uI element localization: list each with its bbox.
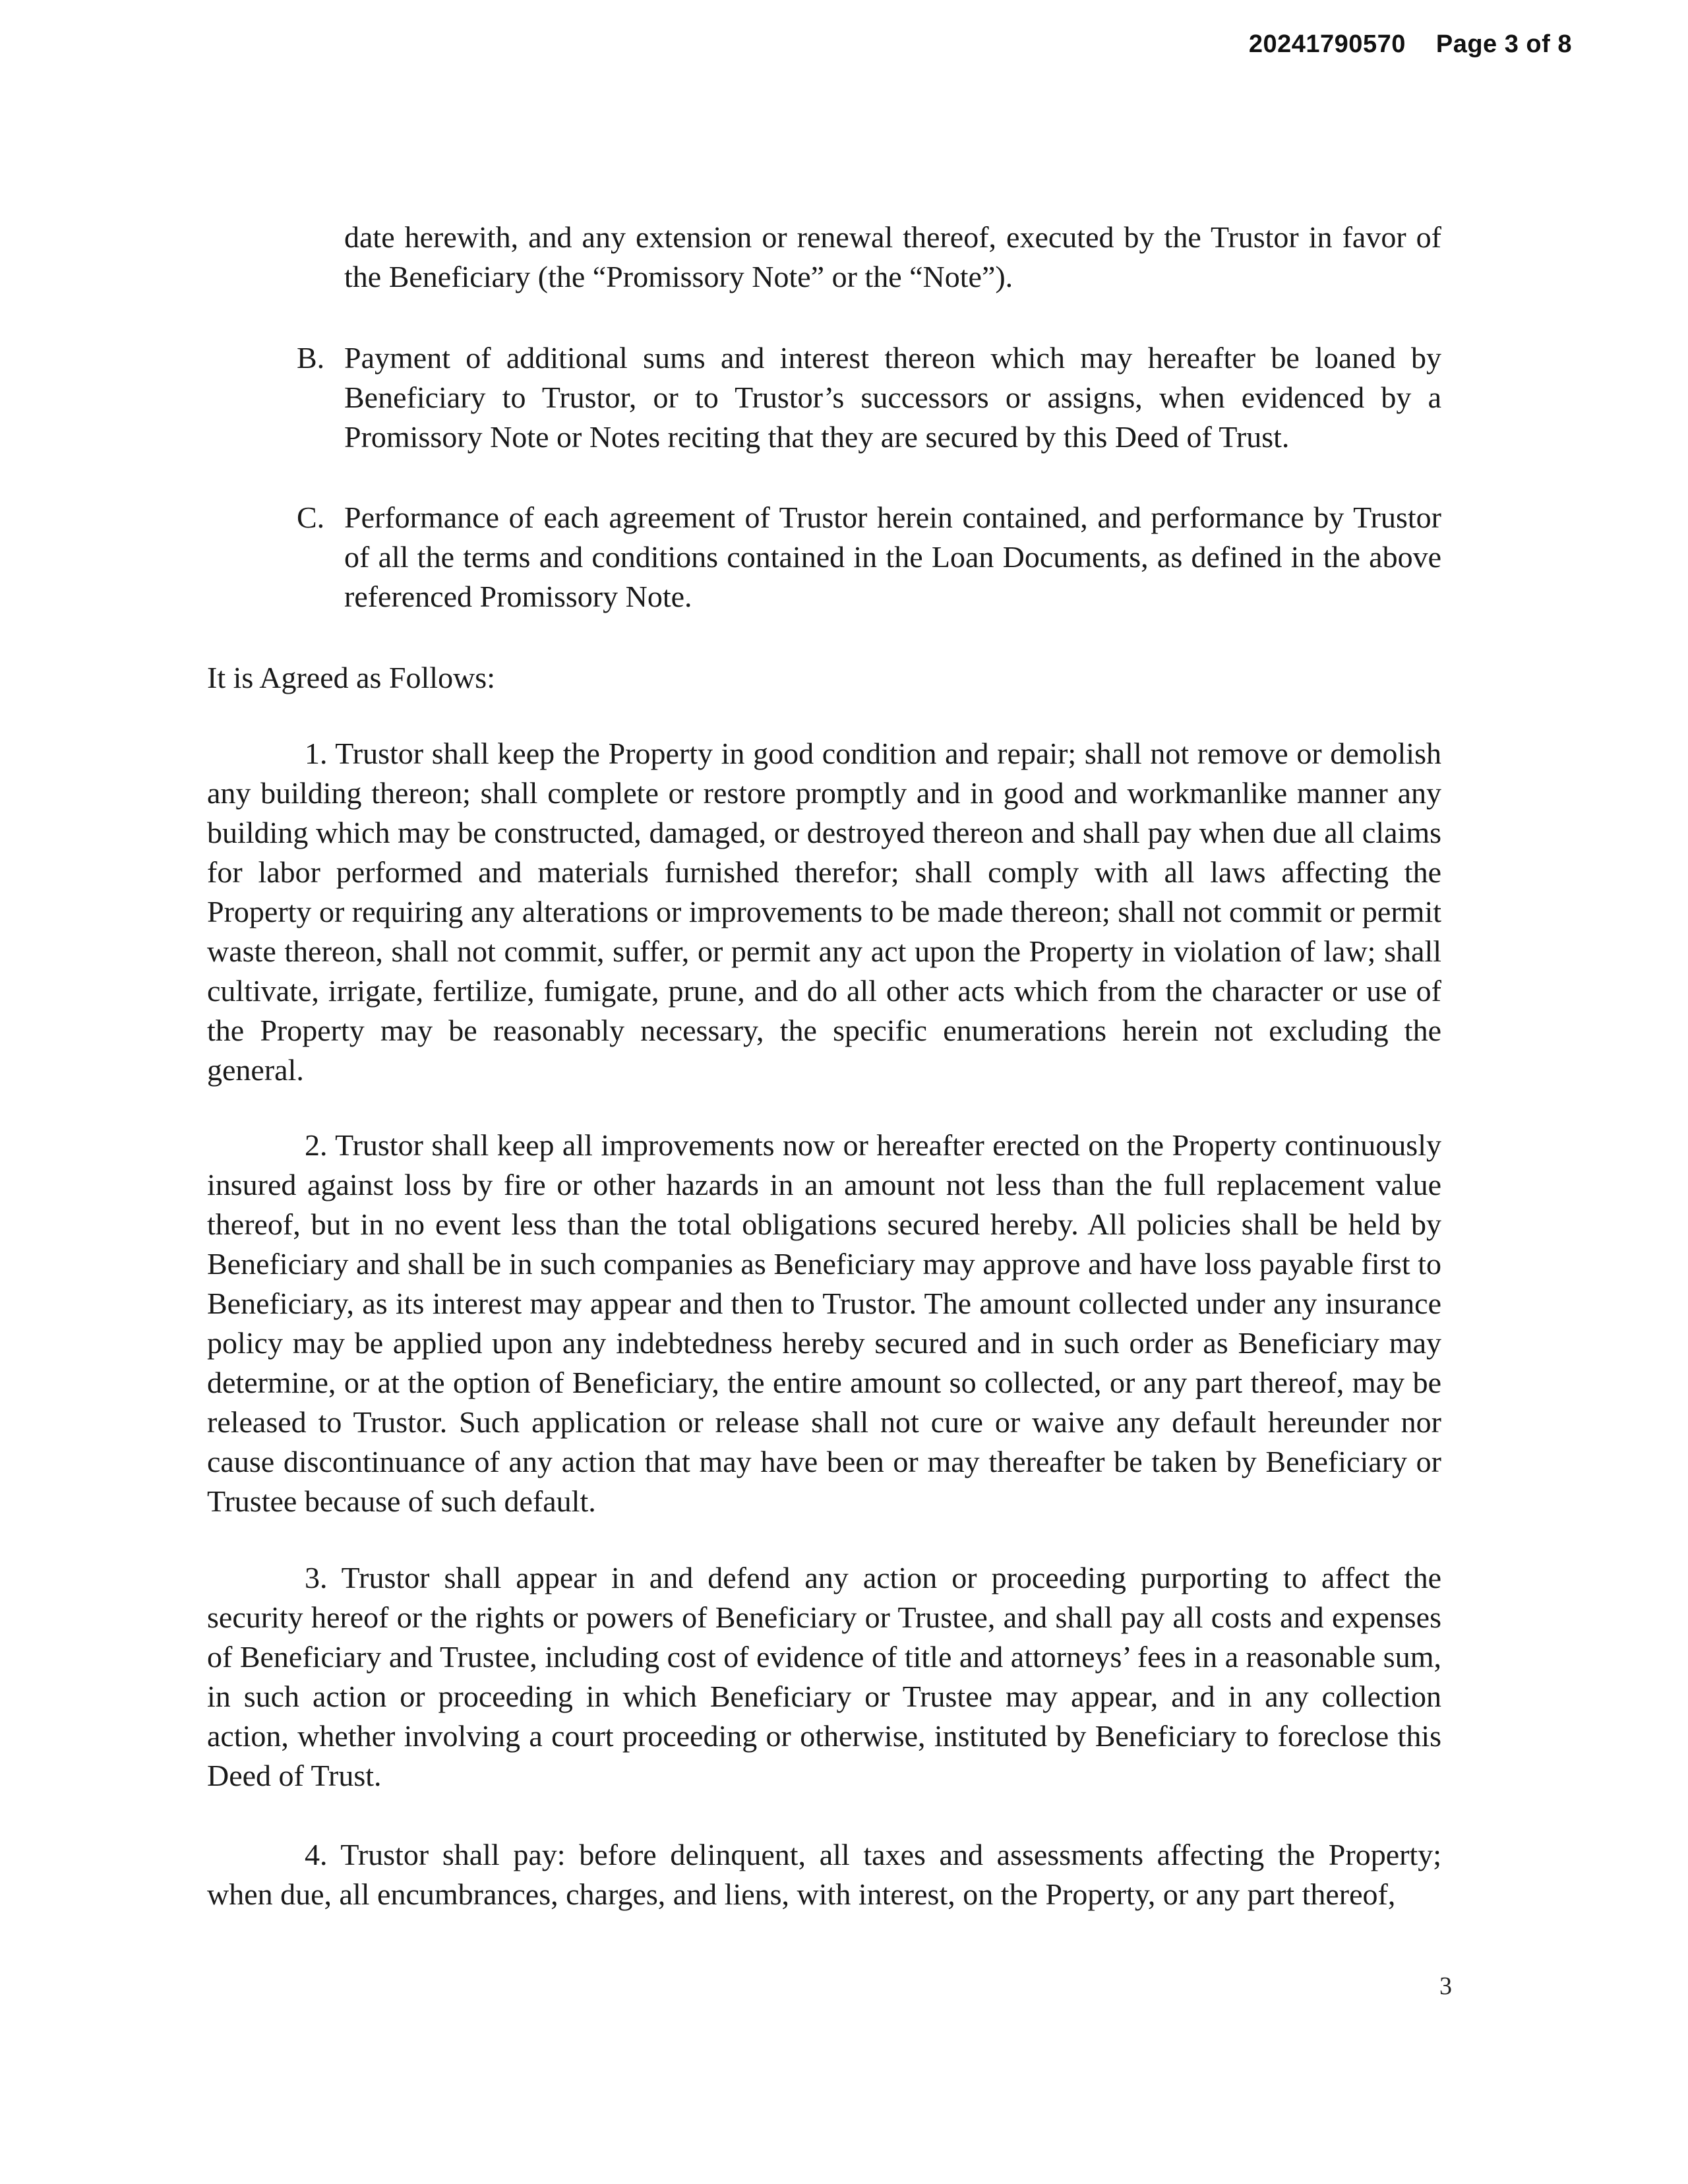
numbered-paragraph-3: [207, 1558, 1441, 1796]
numbered-paragraph-2: [207, 1126, 1441, 1521]
list-item-text: Payment of additional sums and interest thereon which may hereafter be loaned by Beneficiary to Trustor, or to Trustor’s successors or assigns, when evidenced by a Promissory Note or Notes reciting that they are secured by this Deed of Trust.: [344, 341, 1441, 454]
section-heading: It is Agreed as Follows:: [207, 661, 495, 694]
continuation-paragraph: date herewith, and any extension or renewal thereof, executed by the Trustor in favor of the Beneficiary (the “Promissory Note” or the “Note”).: [344, 220, 1441, 293]
page-number: 3: [1439, 1972, 1452, 2000]
page-header: [1249, 30, 1572, 59]
list-item-letter: B.: [297, 341, 325, 375]
list-item-text: Performance of each agreement of Trustor herein contained, and performance by Trustor of all the terms and conditions contained in the Loan Documents, as defined in the above referenced Promissory Note.: [344, 501, 1441, 613]
paragraph-text: 1. Trustor shall keep the Property in good condition and repair; shall not remove or demolish any building thereon; shall complete or restore promptly and in good and workmanlike manner any building which may be constructed, damaged, or destroyed thereon and shall pay when due all claims for labor performed and materials furnished therefor; shall comply with all laws affecting the Property or requiring any alterations or improvements to be made thereon; shall not commit or permit waste thereon, shall not commit, suffer, or permit any act upon the Property in violation of law; shall cultivate, irrigate, fertilize, fumigate, prune, and do all other acts which from the character or use of the Property may be reasonably necessary, the specific enumerations herein not excluding the general.: [207, 737, 1441, 1087]
list-item-c: [297, 498, 1441, 617]
paragraph-text: 4. Trustor shall pay: before delinquent, all taxes and assessments affecting the Property; when due, all encumbrances, charges, and liens, with interest, on the Property, or any part thereof,: [207, 1838, 1441, 1911]
paragraph-text: 3. Trustor shall appear in and defend any action or proceeding purporting to affect the security hereof or the rights or powers of Beneficiary or Trustee, and shall pay all costs and expenses of Beneficiary and Trustee, including cost of evidence of title and attorneys’ fees in a reasonable sum, in such action or proceeding in which Beneficiary or Trustee may appear, and in any collection action, whether involving a court proceeding or otherwise, instituted by Beneficiary to foreclose this Deed of Trust.: [207, 1561, 1441, 1792]
page-count-label: Page 3 of 8: [1435, 30, 1572, 58]
document-number: 20241790570: [1248, 30, 1406, 58]
list-item-letter: C.: [297, 501, 325, 534]
paragraph-text: 2. Trustor shall keep all improvements now or hereafter erected on the Property continuously insured against loss by fire or other hazards in an amount not less than the full replacement value thereof, but in no event less than the total obligations secured hereby. All policies shall be held by Beneficiary and shall be in such companies as Beneficiary may approve and have loss payable first to Beneficiary, as its interest may appear and then to Trustor. The amount collected under any insurance policy may be applied upon any indebtedness hereby secured and in such order as Beneficiary may determine, or at the option of Beneficiary, the entire amount so collected, or any part thereof, may be released to Trustor. Such application or release shall not cure or waive any default hereunder nor cause discontinuance of any action that may have been or may thereafter be taken by Beneficiary or Trustee because of such default.: [207, 1128, 1441, 1518]
list-item-b: [297, 338, 1441, 457]
numbered-paragraph-1: [207, 734, 1441, 1090]
numbered-paragraph-4: [207, 1835, 1441, 1914]
